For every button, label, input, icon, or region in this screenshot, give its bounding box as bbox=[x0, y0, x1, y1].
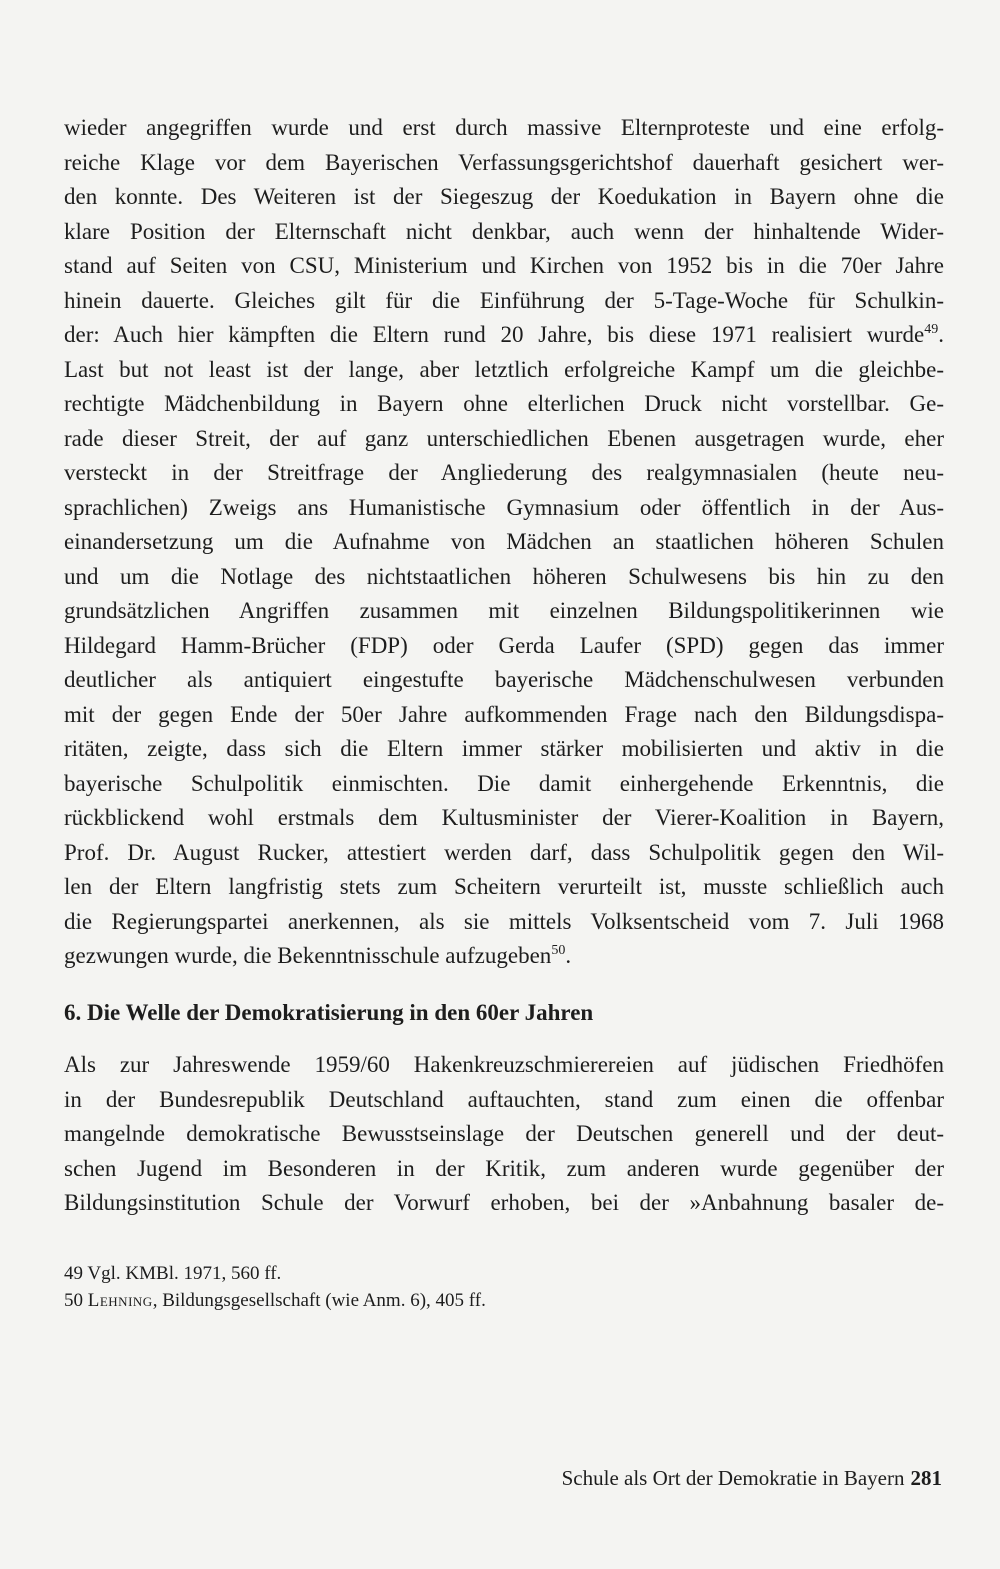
text-line: mit der gegen Ende der 50er Jahre aufkommenden Frage nach den Bildungsdispa- bbox=[64, 701, 944, 727]
sentence-period: . bbox=[565, 943, 572, 968]
footnote-49 bbox=[64, 1260, 944, 1287]
footnote-text: , Bildungsgesellschaft (wie Anm. 6), 405 ff. bbox=[152, 1290, 486, 1311]
text-line-content: der: Auch hier kämpften die Eltern rund 20 Jahre, bis diese 1971 realisiert wurde bbox=[64, 322, 925, 347]
running-title: Schule als Ort der Demokratie in Bayern bbox=[561, 1466, 905, 1490]
footnote-number: 49 bbox=[64, 1263, 83, 1284]
footnote-50 bbox=[64, 1287, 944, 1314]
sentence-period: . bbox=[938, 322, 944, 347]
text-line: stand auf Seiten von CSU, Ministerium und Kirchen von 1952 bis in die 70er Jahre bbox=[64, 253, 944, 278]
page-number: 281 bbox=[910, 1466, 942, 1490]
text-line: mangelnde demokratische Bewusstseinslage der Deutschen generell und der deut- bbox=[64, 1121, 944, 1146]
footnote-number: 50 bbox=[64, 1290, 83, 1311]
text-line: und um die Notlage des nichtstaatlichen höheren Schulwesens bis hin zu den bbox=[64, 563, 944, 589]
text-line: einandersetzung um die Aufnahme von Mädchen an staatlichen höheren Schulen bbox=[64, 529, 944, 554]
text-line: Prof. Dr. August Rucker, attestiert werden darf, dass Schulpolitik gegen den Wil- bbox=[64, 839, 944, 865]
text-line: Last but not least ist der lange, aber letztlich erfolgreiche Kampf um die gleichbe- bbox=[64, 356, 944, 382]
footnote-text: Vgl. KMBl. 1971, 560 ff. bbox=[87, 1263, 282, 1284]
text-line: wieder angegriffen wurde und erst durch massive Elternproteste und eine erfolg- bbox=[64, 115, 944, 140]
section-heading: 6. Die Welle der Demokratisierung in den 60er Jahren bbox=[64, 1000, 594, 1025]
text-line bbox=[64, 939, 944, 974]
text-line: Hildegard Hamm-Brücher (FDP) oder Gerda Laufer (SPD) gegen das immer bbox=[64, 632, 944, 658]
section-paragraph bbox=[64, 1048, 944, 1221]
footnote-ref-50[interactable]: 50 bbox=[551, 943, 566, 958]
text-line: klare Position der Elternschaft nicht denkbar, auch wenn der hinhaltende Wider- bbox=[64, 218, 944, 244]
text-line: den konnte. Des Weiteren ist der Siegeszug der Koedukation in Bayern ohne die bbox=[64, 184, 944, 209]
text-line: die Regierungspartei anerkennen, als sie mittels Volksentscheid vom 7. Juli 1968 bbox=[64, 908, 944, 934]
text-line-content: gezwungen wurde, die Bekenntnisschule aufzugeben bbox=[64, 943, 552, 968]
text-line: ritäten, zeigte, dass sich die Eltern immer stärker mobilisierten und aktiv in die bbox=[64, 736, 944, 761]
text-line: sprachlichen) Zweigs ans Humanistische Gymnasium oder öffentlich in der Aus- bbox=[64, 494, 944, 520]
text-line: rechtigte Mädchenbildung in Bayern ohne elterlichen Druck nicht vorstellbar. Ge- bbox=[64, 391, 944, 416]
text-line: schen Jugend im Besonderen in der Kritik, zum anderen wurde gegenüber der bbox=[64, 1155, 944, 1181]
running-footer bbox=[562, 1464, 942, 1492]
footnotes bbox=[64, 1260, 944, 1314]
text-line: versteckt in der Streitfrage der Angliederung des realgymnasialen (heute neu- bbox=[64, 460, 944, 485]
text-line: Als zur Jahreswende 1959/60 Hakenkreuzschmierereien auf jüdischen Friedhöfen bbox=[64, 1052, 944, 1077]
text-line bbox=[64, 318, 944, 353]
text-line: hinein dauerte. Gleiches gilt für die Einführung der 5-Tage-Woche für Schulkin- bbox=[64, 287, 944, 313]
text-line: in der Bundesrepublik Deutschland auftauchten, stand zum einen die offenbar bbox=[64, 1086, 944, 1112]
text-line: rückblickend wohl erstmals dem Kultusminister der Vierer-Koalition in Bayern, bbox=[64, 805, 944, 830]
text-line: len der Eltern langfristig stets zum Scheitern verurteilt ist, musste schließlich auch bbox=[64, 874, 944, 899]
text-line: rade dieser Streit, der auf ganz unterschiedlichen Ebenen ausgetragen wurde, eher bbox=[64, 425, 944, 451]
text-line: reiche Klage vor dem Bayerischen Verfassungsgerichtshof dauerhaft gesichert wer- bbox=[64, 149, 944, 175]
body-paragraph bbox=[64, 111, 944, 974]
text-line: bayerische Schulpolitik einmischten. Die damit einhergehende Erkenntnis, die bbox=[64, 770, 944, 796]
text-line: deutlicher als antiquiert eingestufte bayerische Mädchenschulwesen verbunden bbox=[64, 667, 944, 692]
footnote-author: Lehning bbox=[87, 1290, 153, 1311]
text-line: Bildungsinstitution Schule der Vorwurf erhoben, bei der »Anbahnung basaler de- bbox=[64, 1190, 944, 1215]
text-line: grundsätzlichen Angriffen zusammen mit einzelnen Bildungspolitikerinnen wie bbox=[64, 598, 944, 623]
footnote-ref-49[interactable]: 49 bbox=[924, 322, 939, 337]
